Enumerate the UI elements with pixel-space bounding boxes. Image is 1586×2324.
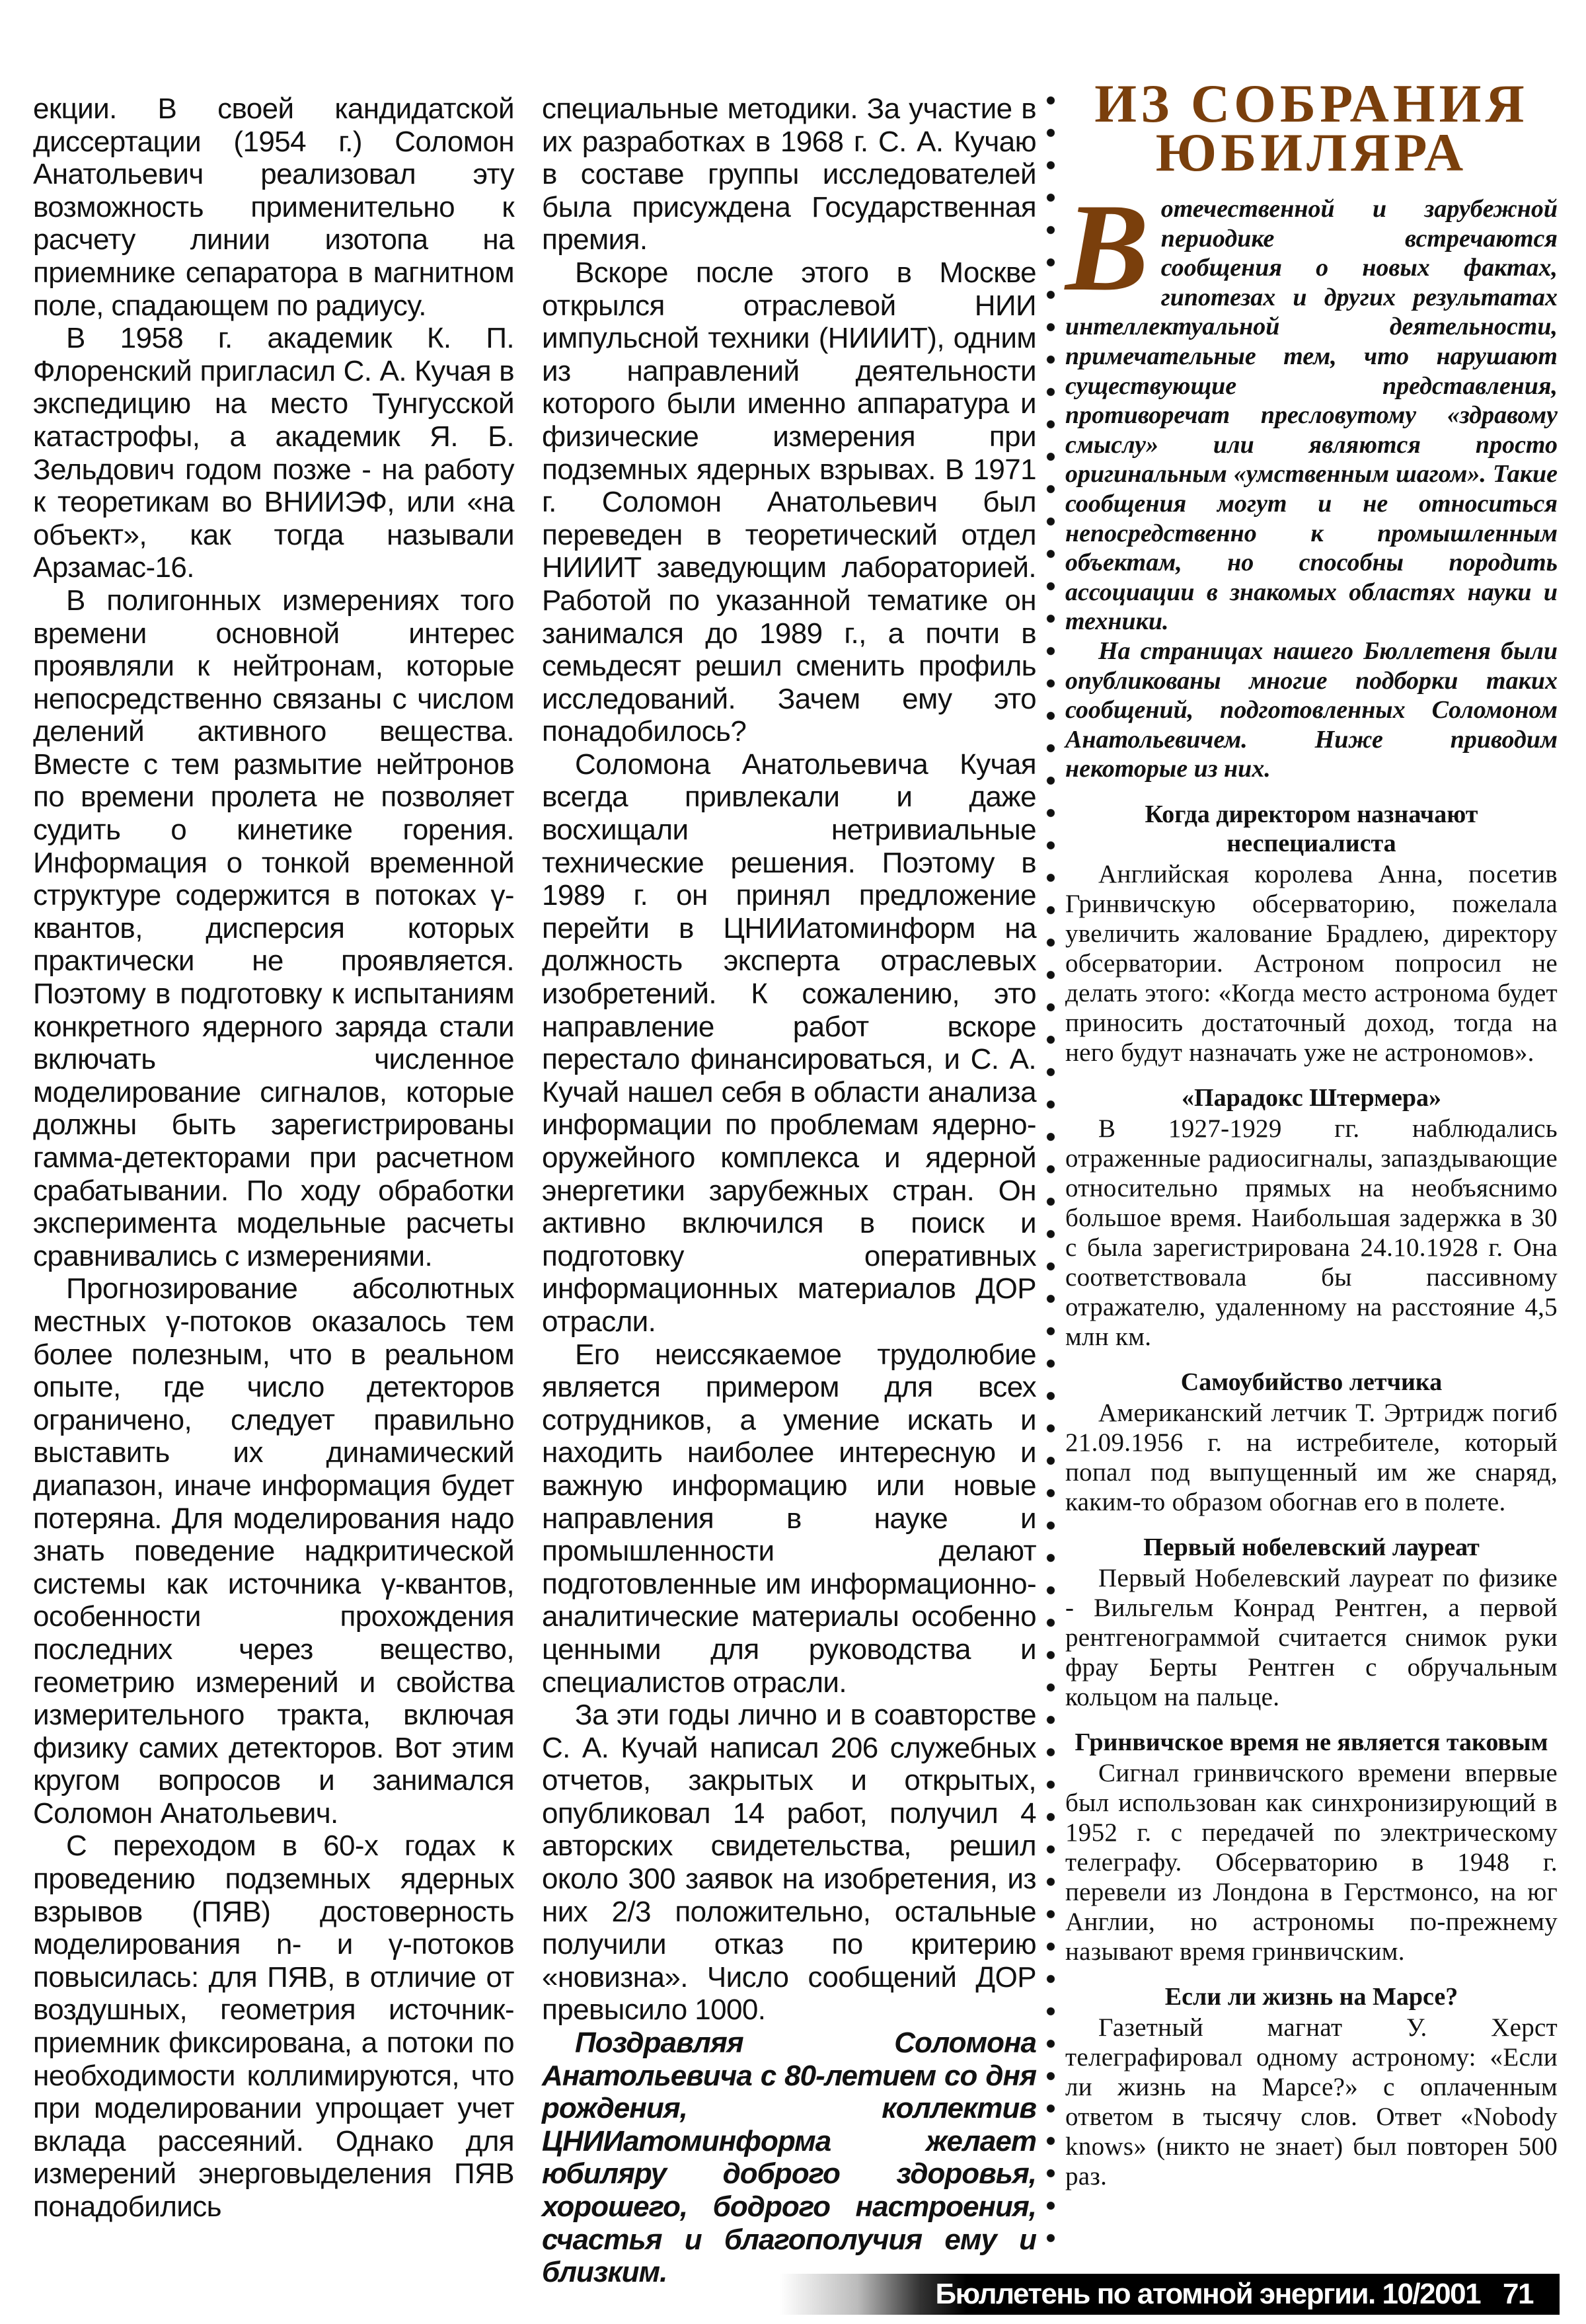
paragraph: Вскоре после этого в Москве открылся отраслевой НИИ импульсной техники (НИИИТ), одним из направлений деятельности которого были именно аппаратура и физические измерения при подземных ядерных взрывах. В 1971 г. Соломон Анатольевич был переведен в теоретический отдел НИИИТ заведующим лабораторией. Работой по указанной тематике он занимался до 1989 г., а почти в семьдесят решил сменить профиль исследований. Зачем ему это понадобилось? [542, 256, 1036, 748]
paragraph: екции. В своей кандидатской диссертации (1954 г.) Соломон Анатольевич реализовал эту возможность применительно к расчету линии изотопа на приемнике сепаратора в магнитном поле, спадающем по радиусу. [33, 93, 514, 322]
paragraph: Прогнозирование абсолютных местных γ-потоков оказалось тем более полезным, что в реальном опыте, где число детекторов ограничено, следует правильно выставить их динамический диапазон, иначе информация будет потеряна. Для моделирования надо знать поведение надкритической системы как источника γ-квантов, особенности прохождения последних через вещество, геометрию измерений и свойства измерительного тракта, включая физику самих детекторов. Вот этим кругом вопросов и занимался Соломон Анатольевич. [33, 1272, 514, 1830]
item-text: В 1927-1929 гг. наблюдались отраженные радиосигналы, запаздывающие относительно прямых на необъяснимо большое время. Наибольшая задержка в 30 с была зарегистрирована 24.10.1928 г. Она соответствовала бы пассивному отражателю, удаленному на расстояние 4,5 млн км. [1065, 1114, 1558, 1351]
item-text: Английская королева Анна, посетив Гринвичскую обсерваторию, пожелала увеличить жалование Брадлею, директору обсерватории. Астроном попросил не делать этого: «Когда место астронома будет приносить достаточный доход, тогда на него будут назначать уже не астрономов». [1065, 859, 1558, 1067]
sidebar-collection [1065, 73, 1558, 2191]
greeting-paragraph: Поздравляя Соломона Анатольевича с 80-летием со дня рождения, коллектив ЦНИИатоминформа желает юбиляру доброго здоровья, хорошего, бодрого настроения, счастья и благополучия ему и близким. [542, 2027, 1036, 2289]
item-heading: Когда директором назначают неспециалиста [1145, 800, 1478, 857]
collection-item [1065, 1368, 1558, 1517]
paragraph: Соломона Анатольевича Кучая всегда привлекали и даже восхищали нетривиальные технические решения. Поэтому в 1989 г. он принял предложение перейти в ЦНИИатоминформ на должность эксперта отраслевых изобретений. К сожалению, это направление работ вскоре перестало финансироваться, и С. А. Кучай нашел себя в области анализа информации по проблемам ядерно-оружейного комплекса и ядерной энергетики зарубежных стран. Он активно включился в поиск и подготовку оперативных информационных материалов ДОР отрасли. [542, 748, 1036, 1338]
item-heading: «Парадокс Штермера» [1182, 1083, 1441, 1112]
item-heading: Если ли жизнь на Марсе? [1164, 1982, 1458, 2011]
item-heading: Гринвичское время не является таковым [1075, 1728, 1548, 1756]
item-heading: Самоубийство летчика [1180, 1368, 1443, 1396]
page-number: 71 [1503, 2278, 1533, 2310]
dotted-column-divider [1043, 93, 1059, 2254]
intro-paragraph: отечественной и зарубежной периодике встречаются сообщения о новых фактах, гипотезах и других результатах интеллектуальной деятельности, примечательные тем, что нарушают существующие представления, противоречат пресловутому «здравому смыслу» или являются просто оригинальным «умственным шагом». Такие сообщения могут и не относиться непосредственно к промышленным объектам, но способны породить ассоциации в знакомых областях науки и техники. [1065, 195, 1558, 636]
section-intro [1065, 178, 1558, 784]
section-title-line: ИЗ СОБРАНИЯ [1094, 73, 1529, 134]
intro-paragraph: На страницах нашего Бюллетеня были опубликованы многие подборки таких сообщений, подготовленных Соломоном Анатольевичем. Ниже приводим некоторые из них. [1065, 637, 1558, 783]
page-footer [780, 2274, 1560, 2315]
item-text: Первый Нобелевский лауреат по физике - Вильгельм Конрад Рентген, а первой рентгенограммой считается снимок руки фрау Берты Рентген с обручальным кольцом на пальце. [1065, 1563, 1558, 1711]
paragraph: В 1958 г. академик К. П. Флоренский пригласил С. А. Кучая в экспедицию на место Тунгусской катастрофы, а академик Я. Б. Зельдович годом позже - на работу к теоретикам во ВНИИЭФ, или «на объект», как тогда называли Арзамас-16. [33, 322, 514, 584]
article-column-1 [33, 93, 514, 2224]
paragraph: С переходом в 60-х годах к проведению подземных ядерных взрывов (ПЯВ) достоверность моделирования n- и γ-потоков повысилась: для ПЯВ, в отличие от воздушных, геометрия источник-приемник фиксирована, а потоки по необходимости коллимируются, что при моделировании упрощает учет вклада рассеяний. Однако для измерений энерговыделения ПЯВ понадобились [33, 1830, 514, 2223]
paragraph: Его неиссякаемое трудолюбие является примером для всех сотрудников, а умение искать и находить наиболее интересную и важную информацию или новые направления в науке и промышленности делают подготовленные им информационно-аналитические материалы особенно ценными для руководства и специалистов отрасли. [542, 1338, 1036, 1699]
collection-item [1065, 1083, 1558, 1352]
item-text: Сигнал гринвичского времени впервые был использован как синхронизирующий в 1952 г. с передачей по электрическому телеграфу. Обсерваторию в 1948 г. перевели из Лондона в Герстмонсо, на юг Англии, но астрономы по-прежнему называют время гринвичским. [1065, 1758, 1558, 1966]
paragraph: За эти годы лично и в соавторстве С. А. Кучай написал 206 служебных отчетов, закрытых и открытых, опубликовал 14 работ, получил 4 авторских свидетельства, решил около 300 заявок на изобретения, из них 2/3 положительно, остальные получили отказ по критерию «новизна». Число сообщений ДОР превысило 1000. [542, 1699, 1036, 2027]
item-text: Американский летчик Т. Эртридж погиб 21.09.1956 г. на истребителе, который попал под выпущенный им же снаряд, каким-то образом обогнав его в полете. [1065, 1398, 1558, 1516]
section-title [1065, 73, 1558, 182]
collection-item [1065, 1982, 1558, 2191]
journal-title: Бюллетень по атомной энергии. 10/2001 [935, 2278, 1481, 2310]
item-heading: Первый нобелевский лауреат [1143, 1533, 1480, 1561]
collection-item [1065, 800, 1558, 1067]
collection-item [1065, 1533, 1558, 1712]
article-column-2 [542, 93, 1036, 2289]
collection-item [1065, 1728, 1558, 1966]
item-text: Газетный магнат У. Херст телеграфировал одному астроному: «Если ли жизнь на Марсе?» с оплаченным ответом в тысячу слов. Ответ «Nobody knows» (никто не знает) был повторен 500 раз. [1065, 2013, 1558, 2190]
paragraph: В полигонных измерениях того времени основной интерес проявляли к нейтронам, которые непосредственно связаны с числом делений активного вещества. Вместе с тем размытие нейтронов по времени пролета не позволяет судить о кинетике горения. Информация о тонкой временной структуре содержится в потоках γ-квантов, дисперсия которых практически не проявляется. Поэтому в подготовку к испытаниям конкретного ядерного заряда стали включать численное моделирование сигналов, которые должны быть зарегистрированы гамма-детекторами при расчетном срабатывании. По ходу обработки эксперимента модельные расчеты сравнивались с измерениями. [33, 584, 514, 1272]
paragraph: специальные методики. За участие в их разработках в 1968 г. С. А. Кучаю в составе группы исследователей была присуждена Государственная премия. [542, 93, 1036, 256]
drop-cap: В [1065, 178, 1149, 317]
section-title-line: ЮБИЛЯРА [1155, 122, 1468, 182]
